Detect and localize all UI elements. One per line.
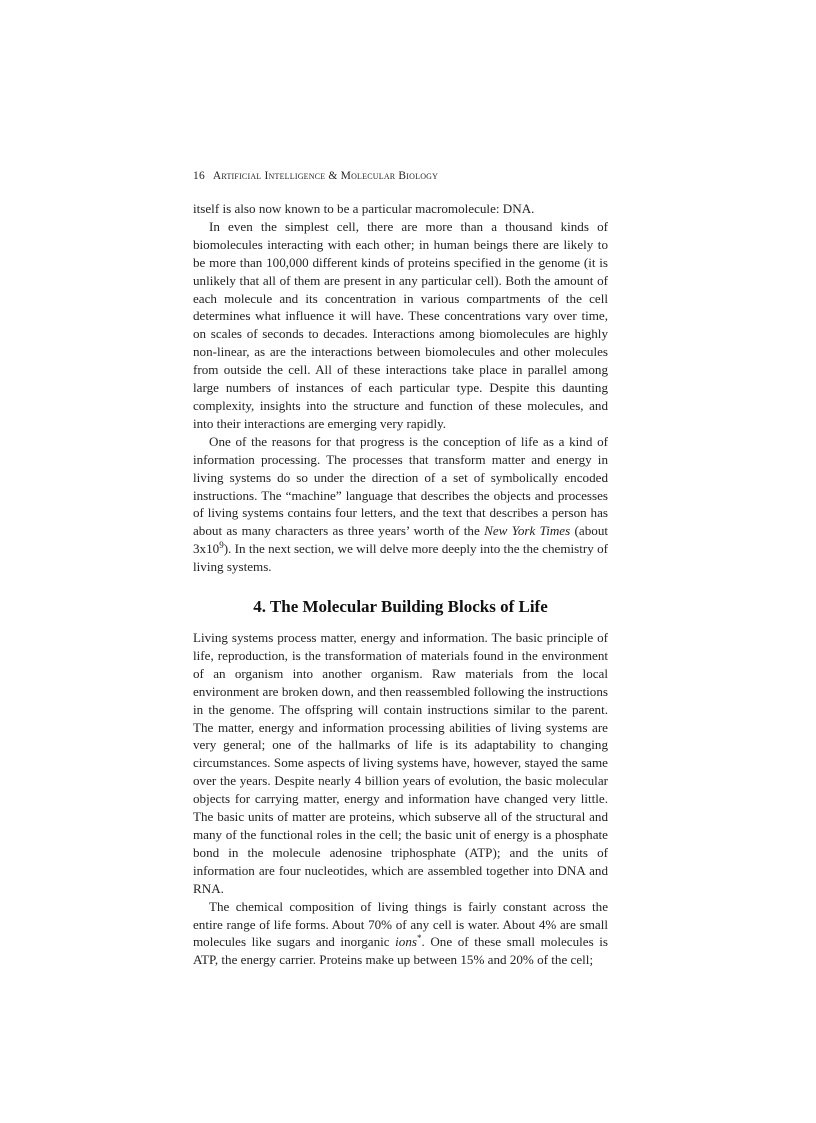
italic-title: New York Times xyxy=(484,523,571,539)
paragraph-chemical-composition xyxy=(193,898,608,970)
paragraph-information-processing xyxy=(193,433,608,576)
paragraph-biomolecules: In even the simplest cell, there are more than a thousand kinds of biomolecules interacting with each other; in human beings there are likely to be more than 100,000 different kinds of proteins specified in the genome (it is unlikely that all of them are present in any particular cell). Both the amount of each molecule and its concentration in various compartments of the cell determines what influence it will have. These concentrations vary over time, on scales of seconds to decades. Interactions among biomolecules are highly non-linear, as are the interactions between biomolecules and other molecules from outside the cell. All of these interactions take place in parallel among large numbers of instances of each particular type. Despite this daunting complexity, insights into the structure and function of these molecules, and into their interactions are emerging very rapidly. xyxy=(193,218,608,431)
footnote-marker: * xyxy=(416,933,422,944)
running-title: Artificial Intelligence & Molecular Biology xyxy=(212,170,439,182)
paragraph-living-systems: Living systems process matter, energy and information. The basic principle of life, reproduction, is the transformation of materials found in the environment of an organism into another organism. Raw materials from the local environment are broken down, and then reassembled following the instructions in the genome. The offspring will contain instructions similar to the parent. The matter, energy and information processing abilities of living systems are very general; one of the hallmarks of life is its adaptability to changing circumstances. Some aspects of living systems have, however, stayed the same over the years. Despite nearly 4 billion years of evolution, the basic molecular objects for carrying matter, energy and information have changed very little. The basic units of matter are proteins, which subserve all of the structural and many of the functional roles in the cell; the basic unit of energy is a phosphate bond in the molecule adenosine triphosphate (ATP); and the units of information are four nucleotides, which are assembled together into DNA and RNA. xyxy=(193,630,608,896)
paragraph-text: The chemical composition of living things is fairly constant across the entire range of life forms. About 70% of any cell is water. About 4% are small molecules like sugars and inorganic xyxy=(193,898,608,950)
paragraph-text: . One of these small molecules is ATP, the energy carrier. Proteins make up between 15% and 20% of the cell; xyxy=(193,934,608,968)
page-number: 16 xyxy=(193,170,205,182)
running-head xyxy=(193,168,608,186)
superscript-exponent: 9 xyxy=(219,540,224,551)
italic-term: ions xyxy=(395,934,417,950)
paragraph-continuation: itself is also now known to be a particular macromolecule: DNA. xyxy=(193,201,535,216)
paragraph-text: One of the reasons for that progress is the conception of life as a kind of information processing. The processes that transform matter and energy in living systems do so under the direction of a set of symbolically encoded instructions. The “machine” language that describes the objects and processes of living systems contains four letters, and the text that describes a person has about as many characters as three years’ worth of the xyxy=(193,433,608,539)
paragraph-text: ). In the next section, we will delve more deeply into the the chemistry of living systems. xyxy=(193,541,608,575)
book-page xyxy=(193,168,608,969)
section-heading: 4. The Molecular Building Blocks of Life xyxy=(253,597,548,617)
paragraph-text: (about 3x10 xyxy=(193,523,608,557)
